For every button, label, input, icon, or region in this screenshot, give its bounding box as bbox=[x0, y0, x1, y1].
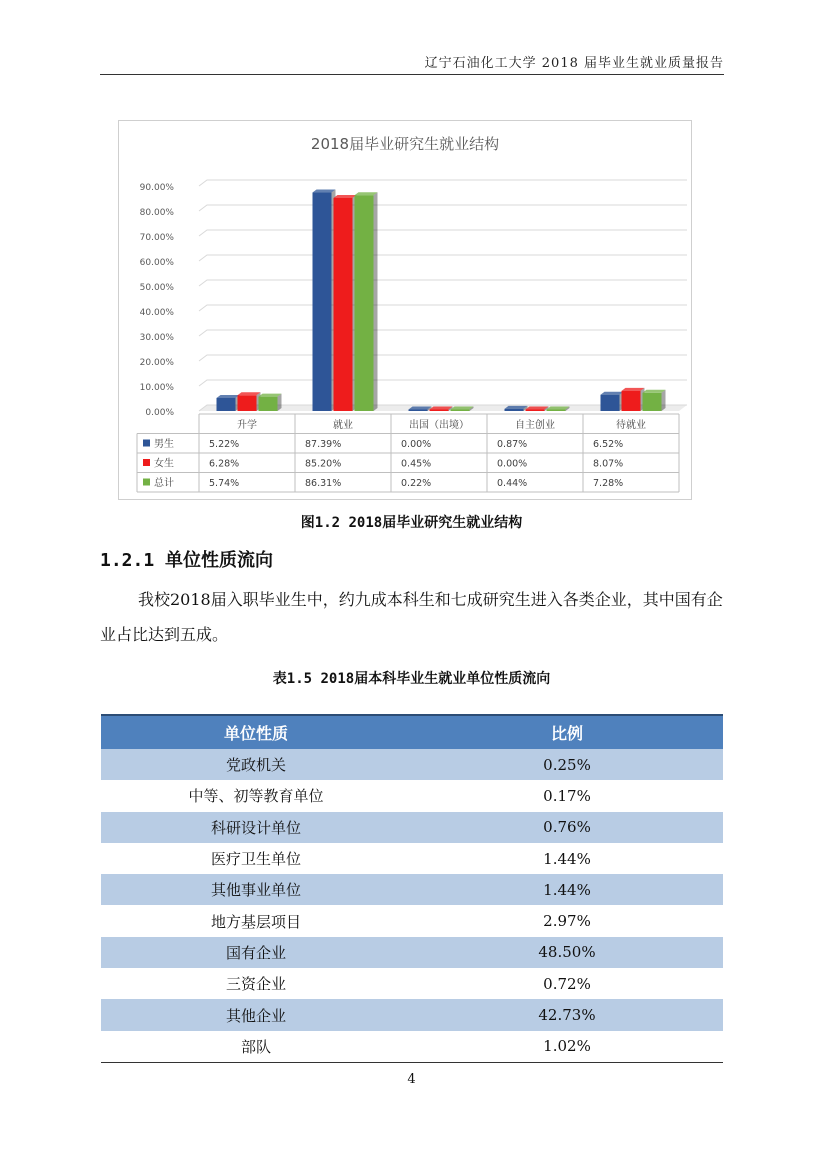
bar-top bbox=[643, 390, 666, 393]
y-tick-label: 40.00% bbox=[139, 308, 174, 318]
gridline bbox=[199, 305, 687, 311]
gridline bbox=[199, 330, 687, 336]
report-header: 辽宁石油化工大学 2018 届毕业生就业质量报告 bbox=[424, 56, 724, 71]
table-row bbox=[101, 812, 723, 843]
bar bbox=[526, 410, 545, 412]
bar-top bbox=[313, 190, 336, 193]
cell-unit-nature: 中等、初等教育单位 bbox=[188, 787, 324, 806]
gridline bbox=[199, 180, 687, 186]
chart-canvas bbox=[119, 121, 691, 499]
data-label: 8.07% bbox=[593, 458, 624, 470]
table-row bbox=[101, 749, 723, 780]
bar bbox=[505, 409, 524, 411]
cell-ratio: 0.17% bbox=[543, 786, 591, 805]
section-heading: 1.2.1 单位性质流向 bbox=[100, 550, 274, 571]
gridline bbox=[199, 255, 687, 261]
data-label: 7.28% bbox=[593, 478, 624, 489]
chart-title: 2018届毕业研究生就业结构 bbox=[310, 135, 500, 153]
cell-unit-nature: 医疗卫生单位 bbox=[210, 850, 301, 869]
legend-label: 总计 bbox=[154, 478, 174, 489]
table-row bbox=[101, 843, 723, 874]
bar bbox=[430, 410, 449, 412]
cell-ratio: 48.50% bbox=[411, 937, 723, 968]
legend-label: 男生 bbox=[154, 439, 174, 450]
bar bbox=[238, 395, 257, 411]
column-header-unit-nature: 单位性质 bbox=[101, 715, 411, 749]
legend-label: 女生 bbox=[154, 458, 174, 470]
cell-unit-nature: 其他企业 bbox=[101, 999, 411, 1030]
bar-top bbox=[334, 195, 357, 198]
table-row bbox=[101, 1031, 723, 1063]
y-tick-label: 10.00% bbox=[139, 383, 174, 393]
cell-ratio: 1.44% bbox=[543, 849, 591, 868]
y-tick-label: 30.00% bbox=[139, 333, 174, 343]
data-label: 6.28% bbox=[209, 458, 240, 470]
bar bbox=[355, 195, 374, 411]
data-label: 0.22% bbox=[401, 478, 432, 489]
table-caption: 表1.5 2018届本科毕业生就业单位性质流向 bbox=[272, 671, 551, 687]
table-row bbox=[101, 780, 723, 811]
header-rule bbox=[100, 74, 724, 75]
data-label: 5.74% bbox=[209, 478, 240, 489]
bar bbox=[259, 397, 278, 411]
y-tick-label: 70.00% bbox=[139, 233, 174, 243]
cell-ratio: 0.25% bbox=[411, 749, 723, 780]
column-header-ratio: 比例 bbox=[411, 715, 723, 749]
cell-ratio: 1.02% bbox=[411, 1031, 723, 1063]
cell-unit-nature: 科研设计单位 bbox=[101, 812, 411, 843]
bar-top bbox=[547, 407, 570, 410]
table-row bbox=[101, 999, 723, 1030]
table-row bbox=[101, 874, 723, 905]
bar bbox=[451, 410, 470, 412]
gridline bbox=[199, 380, 687, 386]
data-label: 86.31% bbox=[305, 478, 342, 489]
x-tick-label: 升学 bbox=[237, 420, 257, 431]
legend-swatch bbox=[143, 479, 150, 486]
y-tick-label: 80.00% bbox=[139, 208, 174, 218]
data-label: 0.00% bbox=[497, 458, 528, 470]
cell-unit-nature: 其他事业单位 bbox=[101, 874, 411, 905]
bar-top bbox=[430, 407, 453, 410]
cell-unit-nature: 三资企业 bbox=[225, 975, 286, 994]
bar-top bbox=[238, 392, 261, 395]
data-label: 85.20% bbox=[305, 458, 342, 470]
cell-ratio: 0.72% bbox=[543, 974, 591, 993]
bar-side bbox=[662, 390, 666, 411]
bar-top bbox=[505, 406, 528, 409]
bar-side bbox=[278, 394, 282, 411]
x-tick-label: 出国（出境） bbox=[409, 420, 469, 431]
cell-ratio: 2.97% bbox=[543, 912, 591, 931]
bar bbox=[217, 398, 236, 411]
data-label: 5.22% bbox=[209, 439, 240, 450]
bar-top bbox=[601, 392, 624, 395]
gridline bbox=[199, 205, 687, 211]
figure-caption: 图1.2 2018届毕业研究生就业结构 bbox=[300, 515, 523, 531]
bar-top bbox=[409, 407, 432, 410]
bar-top bbox=[217, 395, 240, 398]
bar-top bbox=[622, 388, 645, 391]
data-label: 0.45% bbox=[401, 458, 432, 470]
bar-top bbox=[451, 407, 474, 410]
cell-ratio: 1.44% bbox=[411, 874, 723, 905]
cell-unit-nature: 国有企业 bbox=[101, 937, 411, 968]
y-tick-label: 0.00% bbox=[145, 408, 174, 418]
data-label: 0.87% bbox=[497, 439, 528, 450]
table-header-row bbox=[101, 715, 723, 749]
table-row bbox=[101, 905, 723, 936]
data-label: 0.00% bbox=[401, 439, 432, 450]
y-tick-label: 20.00% bbox=[139, 358, 174, 368]
cell-ratio: 0.76% bbox=[411, 812, 723, 843]
bar bbox=[622, 391, 641, 411]
employment-structure-chart bbox=[118, 120, 692, 500]
y-tick-label: 90.00% bbox=[139, 183, 174, 193]
x-tick-label: 就业 bbox=[333, 420, 353, 431]
bar bbox=[313, 193, 332, 411]
y-tick-label: 60.00% bbox=[139, 258, 174, 268]
bar bbox=[601, 395, 620, 411]
gridline bbox=[199, 280, 687, 286]
data-label: 6.52% bbox=[593, 439, 624, 450]
table-row bbox=[101, 968, 723, 999]
bar-top bbox=[355, 192, 378, 195]
bar-top bbox=[259, 394, 282, 397]
legend-swatch bbox=[143, 440, 150, 447]
bar-side bbox=[374, 192, 378, 411]
x-tick-label: 自主创业 bbox=[515, 420, 555, 431]
y-tick-label: 50.00% bbox=[139, 283, 174, 293]
bar bbox=[643, 393, 662, 411]
section-paragraph: 我校2018届入职毕业生中，约九成本科生和七成研究生进入各类企业，其中国有企业占比达到五成。 bbox=[100, 590, 723, 644]
legend-swatch bbox=[143, 459, 150, 466]
gridline bbox=[199, 230, 687, 236]
bar bbox=[334, 198, 353, 411]
bar bbox=[547, 410, 566, 412]
cell-unit-nature: 地方基层项目 bbox=[210, 912, 301, 931]
x-tick-label: 待就业 bbox=[616, 420, 646, 431]
cell-ratio: 42.73% bbox=[411, 999, 723, 1030]
table-row bbox=[101, 937, 723, 968]
data-label: 0.44% bbox=[497, 478, 528, 489]
gridline bbox=[199, 355, 687, 361]
unit-nature-table bbox=[101, 714, 723, 1063]
cell-unit-nature: 部队 bbox=[101, 1031, 411, 1063]
page-number: 4 bbox=[407, 1072, 416, 1087]
cell-unit-nature: 党政机关 bbox=[101, 749, 411, 780]
bar-top bbox=[526, 407, 549, 410]
data-label: 87.39% bbox=[305, 439, 342, 450]
bar bbox=[409, 410, 428, 412]
